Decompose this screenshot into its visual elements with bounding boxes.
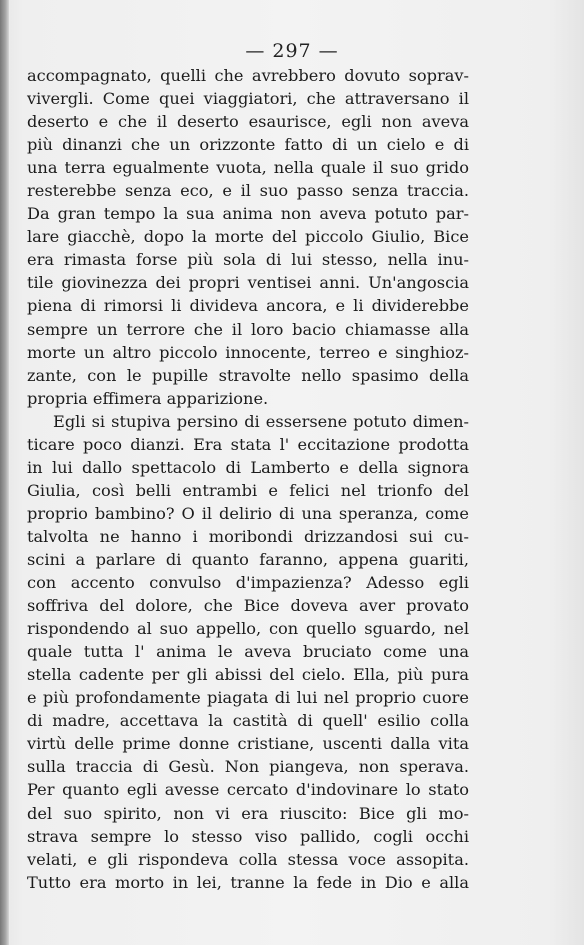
- text-line: ticare poco dianzi. Era stata l' eccitazione prodotta: [27, 434, 469, 454]
- text-line: di madre, accettava la castità di quell' esilio colla: [27, 711, 469, 731]
- text-line: scini a parlare di quanto faranno, appena guariti,: [27, 549, 469, 569]
- text-line: più dinanzi che un orizzonte fatto di un cielo e di: [27, 135, 469, 155]
- text-line: sulla traccia di Gesù. Non piangeva, non sperava.: [27, 757, 469, 777]
- text-line: Egli si stupiva persino di essersene potuto dimen-: [53, 411, 469, 431]
- text-line: del suo spirito, non vi era riuscito: Bice gli mo-: [27, 803, 469, 823]
- text-line: era rimasta forse più sola di lui stesso, nella inu-: [27, 250, 469, 270]
- text-line: accompagnato, quelli che avrebbero dovuto soprav-: [27, 66, 469, 85]
- text-line: con accento convulso d'impazienza? Adesso egli: [27, 573, 469, 593]
- page-binding-edge: [0, 0, 9, 945]
- text-line: Giulia, così belli entrambi e felici nel trionfo del: [27, 480, 469, 500]
- text-line: Da gran tempo la sua anima non aveva potuto par-: [27, 204, 469, 224]
- text-line: morte un altro piccolo innocente, terreo e singhioz-: [27, 342, 469, 362]
- text-line: piena di rimorsi li divideva ancora, e li dividerebbe: [27, 296, 469, 316]
- text-line: quale tutta l' anima le aveva bruciato come una: [27, 642, 469, 662]
- text-line: una terra egualmente vuota, nella quale il suo grido: [27, 158, 469, 178]
- text-line: Per quanto egli avesse cercato d'indovinare lo stato: [27, 780, 469, 800]
- text-line: proprio bambino? O il delirio di una speranza, come: [27, 503, 469, 523]
- body-text: [27, 64, 469, 894]
- text-line: zante, con le pupille stravolte nello spasimo della: [27, 365, 469, 385]
- text-line: e più profondamente piagata di lui nel proprio cuore: [27, 688, 469, 708]
- text-line: resterebbe senza eco, e il suo passo senza traccia.: [27, 181, 469, 201]
- text-line: virtù delle prime donne cristiane, uscenti dalla vita: [27, 734, 469, 754]
- text-line: tile giovinezza dei propri ventisei anni. Un'angoscia: [27, 273, 469, 293]
- text-line: strava sempre lo stesso viso pallido, cogli occhi: [27, 826, 469, 846]
- text-line: vivergli. Come quei viaggiatori, che attraversano il: [27, 89, 469, 109]
- text-line: lare giacchè, dopo la morte del piccolo Giulio, Bice: [27, 227, 469, 247]
- text-line: talvolta ne hanno i moribondi drizzandosi sui cu-: [27, 526, 469, 546]
- text-line: rispondendo al suo appello, con quello sguardo, nel: [27, 619, 469, 639]
- text-line: sempre un terrore che il loro bacio chiamasse alla: [27, 319, 469, 339]
- text-line: in lui dallo spettacolo di Lamberto e della signora: [27, 457, 469, 477]
- text-line: soffriva del dolore, che Bice doveva aver provato: [27, 596, 469, 616]
- text-line: stella cadente per gli abissi del cielo. Ella, più pura: [27, 665, 469, 685]
- text-line: propria effimera apparizione.: [27, 388, 269, 408]
- text-line: deserto e che il deserto esaurisce, egli non aveva: [27, 112, 469, 132]
- text-line: velati, e gli rispondeva colla stessa voce assopita.: [27, 849, 469, 869]
- page-number: — 297 —: [245, 40, 339, 62]
- text-line: Tutto era morto in lei, tranne la fede in Dio e alla: [27, 872, 469, 892]
